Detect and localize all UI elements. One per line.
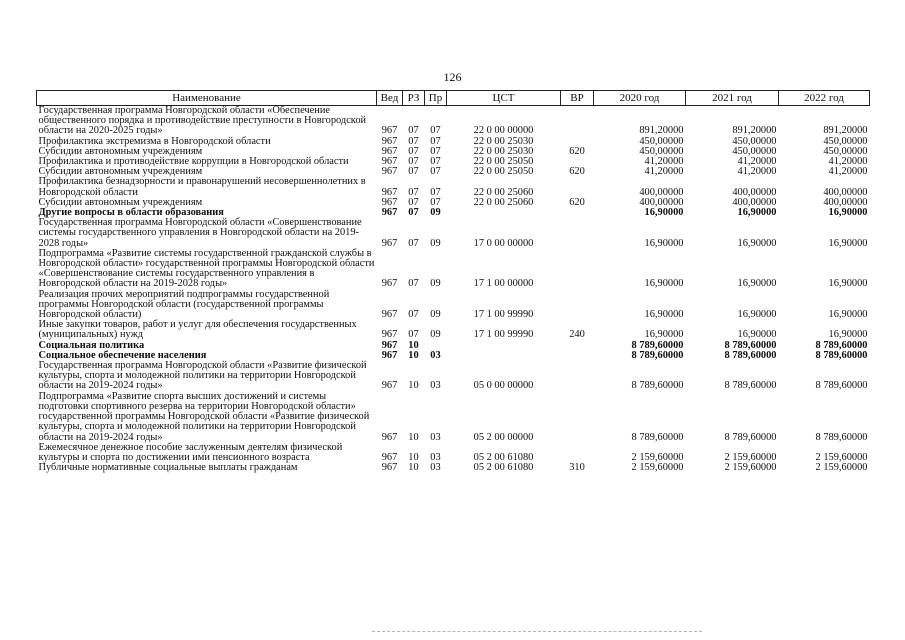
cell-2021: 41,20000	[737, 156, 777, 168]
cell-2021: 16,90000	[737, 329, 777, 341]
cell-name: Профилактика и противодействие коррупции в Новгородской области	[38, 156, 349, 168]
cell-2021: 8 789,60000	[724, 431, 777, 443]
cell-vr	[561, 249, 594, 290]
cell-vr	[561, 177, 594, 197]
cell-pr: 09	[430, 207, 441, 219]
table-row	[37, 443, 870, 463]
cell-rz: 07	[408, 156, 419, 168]
col-header-vr: ВР	[561, 91, 594, 106]
cell-cst: 05 2 00 00000	[473, 431, 534, 443]
cell-2021: 450,00000	[732, 135, 777, 147]
cell-rz: 10	[408, 349, 419, 361]
cell-ved: 967	[381, 207, 398, 219]
cell-2021: 16,90000	[737, 237, 777, 249]
cell-pr: 03	[430, 451, 441, 463]
cell-2021: 400,00000	[732, 186, 777, 198]
cell-2022: 8 789,60000	[815, 380, 868, 392]
cell-2021: 16,90000	[737, 309, 777, 321]
cell-2022: 2 159,60000	[815, 462, 868, 474]
cell-2022: 450,00000	[823, 135, 868, 147]
cell-ved: 967	[381, 145, 398, 157]
cell-vr	[561, 208, 594, 218]
cell-2020: 16,90000	[644, 237, 684, 249]
cell-rz: 07	[408, 278, 419, 290]
cell-cst: 05 2 00 61080	[473, 462, 534, 474]
cell-vr	[561, 106, 594, 137]
cell-name: Профилактика безнадзорности и правонарушений несовершеннолетних в Новгородской области	[38, 176, 366, 198]
cell-vr	[561, 290, 594, 321]
cell-2020: 891,20000	[639, 125, 684, 137]
cell-2021: 2 159,60000	[724, 462, 777, 474]
cell-vr	[561, 218, 594, 249]
cell-cst: 05 0 00 00000	[473, 380, 534, 392]
col-header-ved: Вед	[377, 91, 403, 106]
cell-name: Субсидии автономным учреждениям	[38, 166, 203, 178]
cell-rz: 07	[408, 166, 419, 178]
cell-cst: 22 0 00 25060	[473, 196, 534, 208]
cell-vr: 620	[569, 196, 585, 208]
cell-2021: 450,00000	[732, 145, 777, 157]
cell-ved: 967	[381, 451, 398, 463]
cell-name: Государственная программа Новгородской области «Обеспечение общественного порядка и противодействие преступности в Новгородской области на 2020-2025 годы»	[38, 105, 367, 137]
cell-ved: 967	[381, 309, 398, 321]
cell-cst: 17 1 00 99990	[473, 329, 534, 341]
cell-ved: 967	[381, 125, 398, 137]
cell-pr: 07	[430, 166, 441, 178]
cell-ved: 967	[381, 166, 398, 178]
cell-2021: 400,00000	[732, 196, 777, 208]
cell-rz: 10	[408, 380, 419, 392]
cell-2022: 891,20000	[823, 125, 868, 137]
cell-2020: 16,90000	[644, 278, 684, 290]
cell-ved: 967	[381, 339, 398, 351]
cell-name: Социальное обеспечение населения	[38, 349, 207, 361]
cell-2021: 8 789,60000	[724, 339, 777, 351]
cell-2022: 450,00000	[823, 145, 868, 157]
page-bottom-rule	[372, 631, 702, 632]
cell-rz: 07	[408, 145, 419, 157]
cell-2021: 2 159,60000	[724, 451, 777, 463]
cell-rz: 07	[408, 207, 419, 219]
col-header-cst: ЦСТ	[447, 91, 561, 106]
cell-ved: 967	[381, 135, 398, 147]
cell-2020: 8 789,60000	[631, 380, 684, 392]
cell-2022: 2 159,60000	[815, 451, 868, 463]
cell-2021: 8 789,60000	[724, 349, 777, 361]
cell-2021: 16,90000	[737, 278, 777, 290]
table-row	[37, 249, 870, 290]
cell-cst: 22 0 00 25030	[473, 135, 534, 147]
cell-cst: 17 0 00 00000	[473, 237, 534, 249]
cell-rz: 07	[408, 329, 419, 341]
cell-vr: 620	[569, 166, 585, 178]
cell-2022: 16,90000	[828, 309, 868, 321]
cell-cst	[447, 341, 561, 351]
cell-vr	[561, 341, 594, 351]
cell-2020: 2 159,60000	[631, 462, 684, 474]
cell-cst: 17 1 00 99990	[473, 309, 534, 321]
cell-2022: 16,90000	[828, 207, 868, 219]
col-header-name: Наименование	[37, 91, 377, 106]
col-header-rz: РЗ	[403, 91, 425, 106]
cell-rz: 07	[408, 196, 419, 208]
cell-2021: 41,20000	[737, 166, 777, 178]
cell-pr: 09	[430, 278, 441, 290]
cell-pr: 07	[430, 125, 441, 137]
cell-rz: 07	[408, 309, 419, 321]
cell-pr: 07	[430, 156, 441, 168]
cell-2022: 41,20000	[828, 156, 868, 168]
cell-name: Другие вопросы в области образования	[38, 207, 224, 219]
cell-2020: 400,00000	[639, 186, 684, 198]
cell-cst: 05 2 00 61080	[473, 451, 534, 463]
cell-2020: 16,90000	[644, 309, 684, 321]
cell-vr: 240	[569, 329, 585, 341]
cell-name: Подпрограмма «Развитие системы государственной гражданской службы в Новгородской области» государственной программы Новгородской области «Совершенствование системы государственного управления в Новгородской области на 2019-2028 годы»	[38, 247, 375, 290]
cell-pr: 03	[430, 431, 441, 443]
cell-cst: 22 0 00 25060	[473, 186, 534, 198]
cell-2021: 8 789,60000	[724, 380, 777, 392]
cell-cst: 22 0 00 25050	[473, 166, 534, 178]
cell-rz: 07	[408, 186, 419, 198]
cell-ved: 967	[381, 329, 398, 341]
header-row	[37, 91, 870, 106]
cell-pr: 07	[430, 135, 441, 147]
cell-2021: 16,90000	[737, 207, 777, 219]
cell-name: Реализация прочих мероприятий подпрограммы государственной программы Новгородской области (государственной программы Новгородской области)	[38, 288, 330, 321]
budget-table	[36, 90, 870, 473]
cell-name: Субсидии автономным учреждениям	[38, 196, 203, 208]
cell-2022: 400,00000	[823, 196, 868, 208]
cell-pr: 09	[430, 237, 441, 249]
cell-rz: 07	[408, 237, 419, 249]
cell-pr: 03	[430, 462, 441, 474]
col-header-2020: 2020 год	[594, 91, 686, 106]
table-row	[37, 392, 870, 443]
cell-name: Государственная программа Новгородской области «Развитие физической культуры, спорта и молодежной политики на территории Новгородской области на 2019-2024 годы»	[38, 360, 367, 392]
cell-rz: 10	[408, 339, 419, 351]
cell-ved: 967	[381, 349, 398, 361]
cell-2022: 400,00000	[823, 186, 868, 198]
cell-pr: 07	[430, 145, 441, 157]
cell-2020: 16,90000	[644, 207, 684, 219]
cell-vr	[561, 351, 594, 361]
cell-rz: 07	[408, 135, 419, 147]
cell-ved: 967	[381, 431, 398, 443]
cell-2022: 16,90000	[828, 278, 868, 290]
cell-vr	[561, 443, 594, 463]
cell-rz: 07	[408, 125, 419, 137]
cell-2020: 8 789,60000	[631, 339, 684, 351]
table-row	[37, 320, 870, 340]
cell-vr: 310	[569, 462, 585, 474]
cell-2022: 8 789,60000	[815, 349, 868, 361]
page-number: 126	[443, 70, 462, 84]
cell-name: Подпрограмма «Развитие спорта высших достижений и системы подготовки спортивного резерва на территории Новгородской области» государственной программы Новгородской области «Развитие физической культуры, спорта и молодежной политики на территории Новгородской области на 2019-2024 годы»	[38, 390, 370, 443]
cell-pr: 03	[430, 380, 441, 392]
cell-cst: 22 0 00 00000	[473, 125, 534, 137]
cell-ved: 967	[381, 380, 398, 392]
cell-2022: 8 789,60000	[815, 431, 868, 443]
col-header-2021: 2021 год	[686, 91, 779, 106]
cell-pr: 03	[430, 349, 441, 361]
cell-name: Публичные нормативные социальные выплаты гражданам	[38, 462, 298, 474]
cell-2020: 8 789,60000	[631, 431, 684, 443]
cell-pr: 09	[430, 309, 441, 321]
cell-2022: 16,90000	[828, 329, 868, 341]
cell-2020: 16,90000	[644, 329, 684, 341]
table-row	[37, 218, 870, 249]
cell-vr: 620	[569, 145, 585, 157]
cell-ved: 967	[381, 462, 398, 474]
cell-ved: 967	[381, 237, 398, 249]
cell-name: Профилактика экстремизма в Новгородской области	[38, 135, 271, 147]
table-row	[37, 463, 870, 473]
cell-cst: 22 0 00 25050	[473, 156, 534, 168]
cell-2020: 450,00000	[639, 145, 684, 157]
cell-pr: 07	[430, 186, 441, 198]
cell-vr	[561, 361, 594, 392]
cell-cst: 22 0 00 25030	[473, 145, 534, 157]
cell-2020: 41,20000	[644, 156, 684, 168]
cell-2021: 891,20000	[732, 125, 777, 137]
cell-ved: 967	[381, 196, 398, 208]
cell-2020: 2 159,60000	[631, 451, 684, 463]
cell-2020: 8 789,60000	[631, 349, 684, 361]
cell-rz: 10	[408, 451, 419, 463]
table-row	[37, 361, 870, 392]
cell-pr: 09	[430, 329, 441, 341]
col-header-pr: Пр	[425, 91, 447, 106]
cell-vr	[561, 392, 594, 443]
cell-cst: 17 1 00 00000	[473, 278, 534, 290]
col-header-2022: 2022 год	[779, 91, 870, 106]
table-body	[37, 106, 870, 474]
table-row	[37, 106, 870, 137]
cell-2022: 41,20000	[828, 166, 868, 178]
cell-2022: 8 789,60000	[815, 339, 868, 351]
cell-2020: 41,20000	[644, 166, 684, 178]
cell-cst	[447, 351, 561, 361]
cell-ved: 967	[381, 186, 398, 198]
cell-rz: 10	[408, 462, 419, 474]
cell-ved: 967	[381, 278, 398, 290]
cell-name: Ежемесячное денежное пособие заслуженным деятелям физической культуры и спорта по достижении ими пенсионного возраста	[38, 441, 343, 463]
cell-cst	[447, 208, 561, 218]
cell-2022: 16,90000	[828, 237, 868, 249]
cell-2020: 450,00000	[639, 135, 684, 147]
cell-rz: 10	[408, 431, 419, 443]
cell-2020: 400,00000	[639, 196, 684, 208]
table-row	[37, 177, 870, 197]
table-row	[37, 290, 870, 321]
cell-ved: 967	[381, 156, 398, 168]
cell-name: Социальная политика	[38, 339, 145, 351]
cell-name: Иные закупки товаров, работ и услуг для обеспечения государственных (муниципальных) нужд	[38, 319, 357, 341]
cell-name: Государственная программа Новгородской области «Совершенствование системы государственного управления в Новгородской области на 2019-2028 годы»	[38, 217, 362, 249]
cell-pr: 07	[430, 196, 441, 208]
cell-name: Субсидии автономным учреждениям	[38, 145, 203, 157]
